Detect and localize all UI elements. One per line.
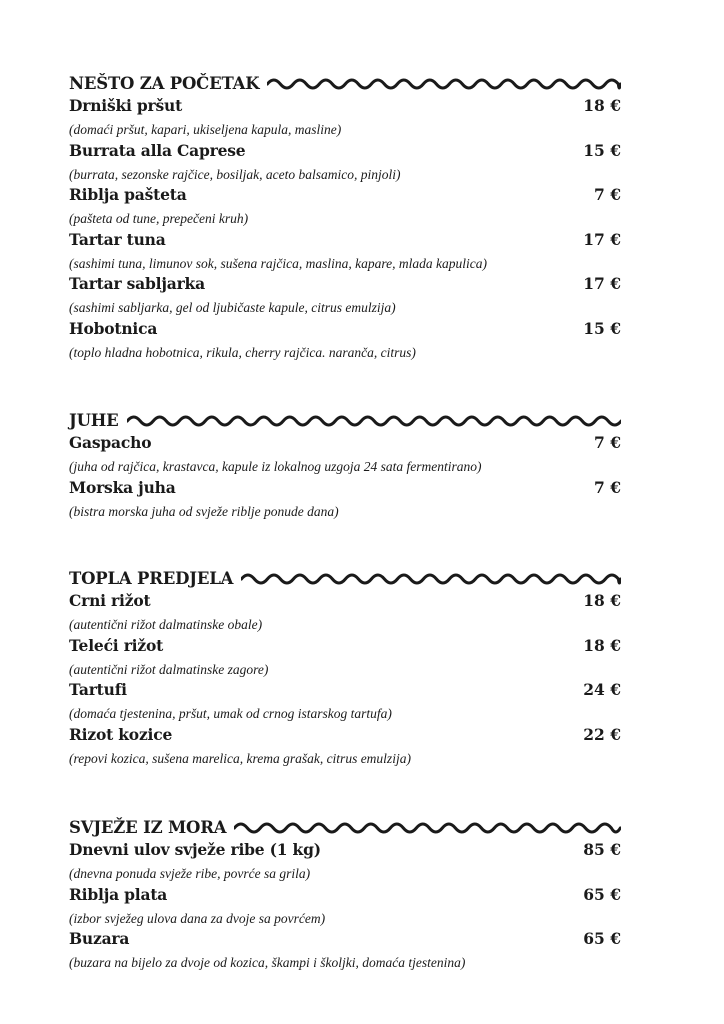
menu-item (69, 478, 621, 523)
item-description: (juha od rajčica, krastavca, kapule iz lokalnog uzgoja 24 sata fermentirano) (69, 459, 482, 474)
menu-item (69, 230, 621, 275)
item-price: 65 € (583, 929, 621, 949)
menu-item (69, 680, 621, 725)
menu-item (69, 274, 621, 319)
item-description: (autentični rižot dalmatinske obale) (69, 617, 263, 632)
item-price: 18 € (583, 635, 621, 655)
wave-divider (127, 412, 621, 428)
item-description: (bistra morska juha od svježe riblje ponude dana) (69, 503, 339, 519)
item-name: Drniški pršut (69, 96, 183, 115)
menu-item (69, 840, 621, 885)
item-price: 7 € (594, 477, 621, 497)
item-description: (toplo hladna hobotnica, rikula, cherry rajčica. naranča, citrus) (69, 344, 416, 360)
item-price: 85 € (583, 840, 621, 859)
menu-item (69, 185, 621, 230)
wave-divider (241, 570, 621, 586)
item-name: Dnevni ulov svježe ribe (1 kg) (69, 840, 321, 859)
item-name: Tartar tuna (69, 229, 166, 249)
item-name: Buzara (69, 929, 130, 949)
item-price: 18 € (583, 96, 621, 115)
item-price: 18 € (583, 591, 621, 610)
item-price: 22 € (583, 724, 621, 744)
item-description: (dnevna ponuda svježe ribe, povrće sa grila) (69, 866, 311, 881)
item-name: Tartufi (69, 680, 127, 700)
item-name: Tartar sabljarka (69, 274, 205, 294)
item-description: (autentični rižot dalmatinske zagore) (69, 661, 269, 677)
item-description: (sashimi sabljarka, gel od ljubičaste kapule, citrus emulzija) (69, 300, 396, 316)
item-price: 24 € (583, 680, 621, 700)
item-description: (repovi kozica, sušena marelica, krema grašak, citrus emulzija) (69, 750, 411, 766)
item-description: (izbor svježeg ulova dana za dvoje sa povrćem) (69, 910, 326, 926)
wave-line (268, 80, 621, 88)
item-name: Gaspacho (69, 433, 152, 452)
item-price: 65 € (583, 884, 621, 904)
menu-item (69, 591, 621, 636)
menu-item (69, 141, 621, 186)
item-price: 17 € (583, 229, 621, 249)
item-description: (buzara na bijelo za dvoje od kozica, škampi i školjki, domaća tjestenina) (69, 955, 466, 971)
menu-section-seafood (69, 816, 621, 974)
menu-item (69, 636, 621, 681)
wave-divider (267, 75, 621, 91)
wave-divider (234, 819, 621, 835)
menu-item (69, 725, 621, 770)
section-title: NEŠTO ZA POČETAK (69, 73, 260, 93)
item-name: Rizot kozice (69, 724, 173, 744)
section-title: SVJEŽE IZ MORA (69, 817, 227, 837)
section-title: TOPLA PREDJELA (69, 568, 234, 588)
item-name: Crni rižot (69, 591, 151, 610)
item-name: Riblja plata (69, 884, 168, 904)
menu-item (69, 96, 621, 141)
item-name: Burrata alla Caprese (69, 140, 246, 160)
menu-item (69, 885, 621, 930)
item-price: 15 € (583, 140, 621, 160)
wave-line (127, 417, 621, 425)
section-header (69, 409, 621, 431)
item-description: (sashimi tuna, limunov sok, sušena rajčica, maslina, kapare, mlada kapulica) (69, 255, 487, 271)
item-price: 7 € (594, 433, 621, 452)
menu-section-warm-starters (69, 567, 621, 769)
menu-item (69, 433, 621, 478)
item-name: Teleći rižot (69, 635, 164, 655)
item-price: 17 € (583, 274, 621, 294)
item-name: Hobotnica (69, 318, 158, 338)
menu-section-starters (69, 72, 621, 364)
menu-section-soups (69, 409, 621, 522)
section-header (69, 567, 621, 589)
section-header (69, 816, 621, 838)
item-price: 7 € (594, 185, 621, 205)
section-title: JUHE (69, 410, 119, 430)
item-name: Morska juha (69, 477, 176, 497)
wave-line (242, 575, 621, 583)
menu-item (69, 319, 621, 364)
section-header (69, 72, 621, 94)
menu-item (69, 929, 621, 974)
item-description: (pašteta od tune, prepečeni kruh) (69, 211, 249, 227)
item-price: 15 € (583, 318, 621, 338)
item-description: (domaća tjestenina, pršut, umak od crnog istarskog tartufa) (69, 706, 392, 722)
item-description: (burrata, sezonske rajčice, bosiljak, aceto balsamico, pinjoli) (69, 166, 401, 182)
item-description: (domaći pršut, kapari, ukiseljena kapula, masline) (69, 122, 342, 137)
wave-line (235, 824, 621, 832)
item-name: Riblja pašteta (69, 185, 187, 205)
